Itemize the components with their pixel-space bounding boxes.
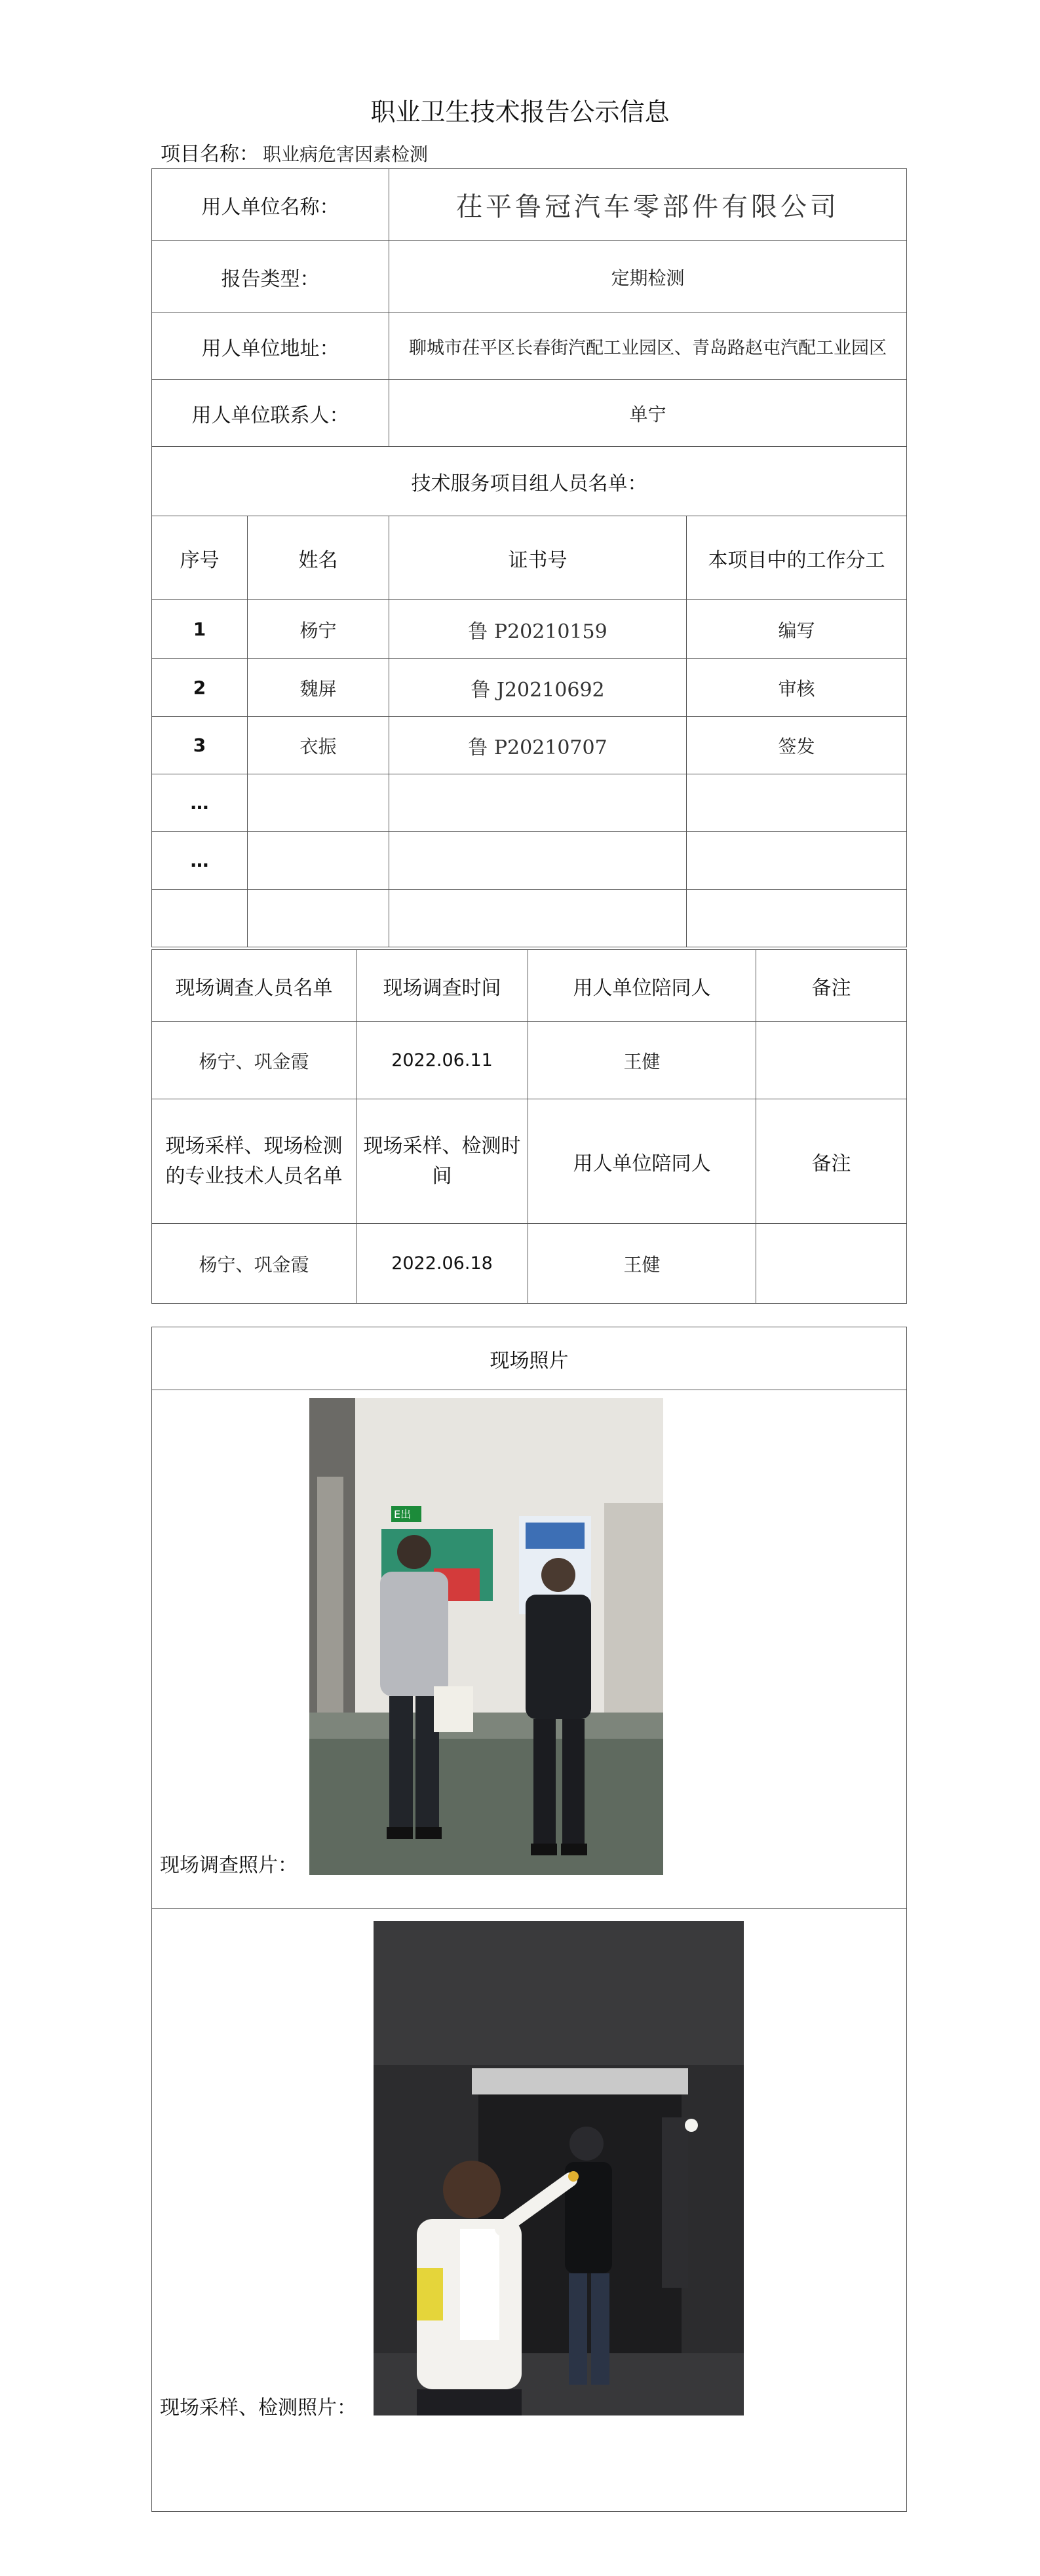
- row-cert: [389, 890, 687, 947]
- row-no: …: [152, 832, 248, 890]
- employer-value: 茌平鲁冠汽车零部件有限公司: [389, 169, 907, 241]
- row-no: 3: [152, 717, 248, 774]
- row-no: 1: [152, 600, 248, 659]
- address-value: 聊城市茌平区长春街汽配工业园区、青岛路赵屯汽配工业园区: [389, 313, 907, 380]
- survey-header-note: 备注: [756, 950, 907, 1022]
- address-label: 用人单位地址：: [152, 313, 389, 380]
- row-name: [248, 890, 389, 947]
- table-row: [152, 717, 907, 774]
- survey-note: [756, 1022, 907, 1099]
- survey-staff: 杨宁、巩金霞: [152, 1022, 356, 1099]
- survey-date: 2022.06.11: [356, 1022, 528, 1099]
- exit-sign-text: E出: [394, 1508, 412, 1521]
- row-name: [248, 832, 389, 890]
- sampling-date: 2022.06.18: [356, 1224, 528, 1304]
- table-row: [152, 659, 907, 717]
- survey-header-companion: 用人单位陪同人: [528, 950, 756, 1022]
- table-row: [152, 832, 907, 890]
- sampling-header-staff: 现场采样、现场检测的专业技术人员名单: [152, 1099, 356, 1224]
- sampling-note: [756, 1224, 907, 1304]
- col-header-no: 序号: [152, 516, 248, 600]
- project-label: 项目名称：: [161, 143, 259, 166]
- sampling-companion: 王健: [528, 1224, 756, 1304]
- survey-photo-caption: 现场调查照片：: [160, 1854, 298, 1877]
- col-header-cert: 证书号: [389, 516, 687, 600]
- row-cert: 鲁 P20210707: [389, 717, 687, 774]
- contact-value: 单宁: [389, 380, 907, 447]
- survey-companion: 王健: [528, 1022, 756, 1099]
- table-row: [152, 600, 907, 659]
- sampling-photo-cell: [152, 1909, 907, 2512]
- row-name: 杨宁: [248, 600, 389, 659]
- survey-photo-cell: [152, 1390, 907, 1909]
- row-no: …: [152, 774, 248, 832]
- contact-label: 用人单位联系人：: [152, 380, 389, 447]
- row-no: [152, 890, 248, 947]
- table-row: [152, 890, 907, 947]
- page-title: 职业卫生技术报告公示信息: [370, 98, 670, 126]
- survey-header-date: 现场调查时间: [356, 950, 528, 1022]
- row-name: 魏屏: [248, 659, 389, 717]
- project-value: 职业病危害因素检测: [263, 143, 429, 165]
- employer-label: 用人单位名称：: [152, 169, 389, 241]
- team-heading: 技术服务项目组人员名单：: [152, 447, 907, 516]
- row-no: 2: [152, 659, 248, 717]
- photo-table: [151, 1327, 907, 2512]
- row-role: 签发: [687, 717, 907, 774]
- survey-table: [151, 949, 907, 1304]
- row-cert: [389, 774, 687, 832]
- info-table: [151, 168, 907, 947]
- row-role: 编写: [687, 600, 907, 659]
- row-role: 审核: [687, 659, 907, 717]
- row-role: [687, 774, 907, 832]
- sampling-photo: [374, 1921, 744, 2415]
- row-name: 衣振: [248, 717, 389, 774]
- row-cert: [389, 832, 687, 890]
- report-type-label: 报告类型：: [152, 241, 389, 313]
- row-cert: 鲁 J20210692: [389, 659, 687, 717]
- row-role: [687, 890, 907, 947]
- table-row: [152, 774, 907, 832]
- sampling-header-note: 备注: [756, 1099, 907, 1224]
- col-header-name: 姓名: [248, 516, 389, 600]
- project-name: [161, 138, 428, 166]
- sampling-header-date: 现场采样、检测时间: [356, 1099, 528, 1224]
- row-role: [687, 832, 907, 890]
- sampling-header-companion: 用人单位陪同人: [528, 1099, 756, 1224]
- sampling-staff: 杨宁、巩金霞: [152, 1224, 356, 1304]
- survey-header-staff: 现场调查人员名单: [152, 950, 356, 1022]
- row-cert: 鲁 P20210159: [389, 600, 687, 659]
- col-header-role: 本项目中的工作分工: [687, 516, 907, 600]
- row-name: [248, 774, 389, 832]
- survey-photo: [309, 1398, 663, 1875]
- report-type-value: 定期检测: [389, 241, 907, 313]
- sampling-photo-caption: 现场采样、检测照片：: [160, 2396, 356, 2419]
- photos-heading: 现场照片: [152, 1327, 907, 1390]
